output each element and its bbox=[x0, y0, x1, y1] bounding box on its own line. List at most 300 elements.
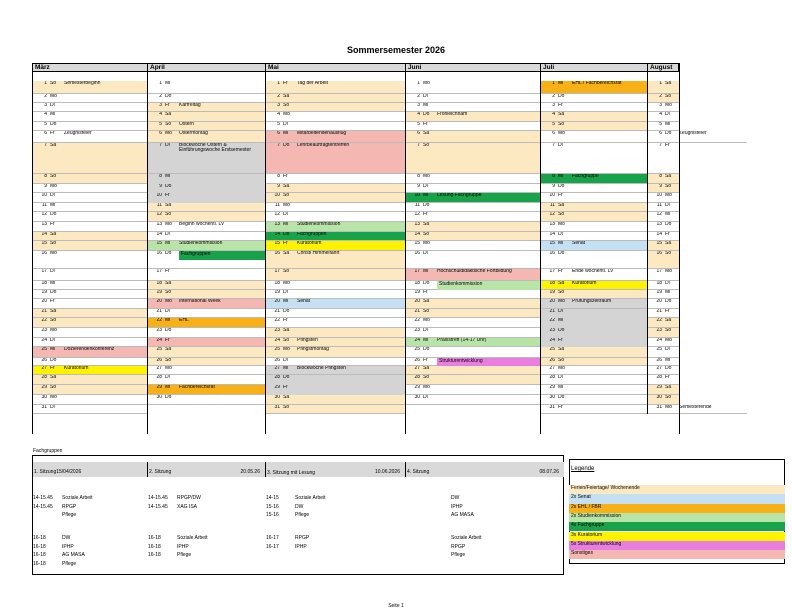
grid-line bbox=[647, 63, 648, 414]
day-cell[interactable] bbox=[540, 347, 647, 358]
day-cell[interactable] bbox=[147, 232, 265, 241]
weekday: Di bbox=[50, 338, 55, 343]
day-cell[interactable] bbox=[405, 395, 540, 405]
weekday: So bbox=[50, 81, 57, 86]
weekday: Mi bbox=[665, 358, 671, 363]
day-number: 1 bbox=[659, 81, 662, 86]
day-cell[interactable] bbox=[405, 184, 540, 193]
day-cell[interactable] bbox=[32, 94, 147, 103]
weekday: Sa bbox=[665, 174, 672, 179]
day-cell[interactable] bbox=[265, 212, 405, 222]
day-cell[interactable] bbox=[265, 222, 405, 232]
day-cell[interactable] bbox=[265, 281, 405, 290]
day-cell[interactable] bbox=[540, 375, 647, 385]
day-cell[interactable] bbox=[405, 375, 540, 385]
day-cell[interactable] bbox=[405, 269, 540, 281]
day-cell[interactable] bbox=[540, 405, 647, 414]
day-cell[interactable] bbox=[147, 203, 265, 212]
day-cell[interactable] bbox=[32, 232, 147, 241]
day-cell[interactable] bbox=[265, 232, 405, 241]
weekday: Fr bbox=[558, 269, 563, 274]
day-cell[interactable] bbox=[405, 94, 540, 103]
day-cell[interactable] bbox=[265, 94, 405, 103]
day-cell[interactable] bbox=[647, 395, 679, 405]
weekday: Do bbox=[423, 203, 430, 208]
day-cell[interactable] bbox=[265, 193, 405, 203]
weekday: Mi bbox=[165, 174, 171, 179]
day-cell[interactable] bbox=[147, 212, 265, 222]
day-number: 26 bbox=[656, 358, 662, 363]
day-cell[interactable] bbox=[32, 385, 147, 395]
weekday: Sa bbox=[558, 281, 565, 286]
weekday: Mi bbox=[558, 174, 564, 179]
day-cell[interactable] bbox=[647, 212, 679, 222]
day-number: 25 bbox=[274, 347, 280, 352]
day-cell[interactable] bbox=[265, 385, 405, 395]
day-cell[interactable] bbox=[32, 212, 147, 222]
day-cell[interactable] bbox=[147, 395, 265, 405]
day-cell[interactable] bbox=[540, 395, 647, 405]
weekday: Fr bbox=[283, 174, 288, 179]
legend-swatch bbox=[679, 532, 785, 541]
day-number: 1 bbox=[159, 81, 162, 86]
day-number: 20 bbox=[274, 299, 280, 304]
day-cell[interactable] bbox=[32, 143, 147, 174]
day-cell[interactable] bbox=[265, 103, 405, 112]
day-cell[interactable] bbox=[647, 232, 679, 241]
day-number: 20 bbox=[156, 299, 162, 304]
day-cell[interactable] bbox=[32, 281, 147, 290]
day-cell[interactable] bbox=[405, 212, 540, 222]
day-number: 27 bbox=[414, 366, 420, 371]
day-cell[interactable] bbox=[540, 103, 647, 112]
day-cell[interactable] bbox=[540, 122, 647, 131]
day-cell[interactable] bbox=[540, 193, 647, 203]
day-number: 13 bbox=[414, 222, 420, 227]
day-cell[interactable] bbox=[147, 81, 265, 94]
weekday: So bbox=[558, 358, 565, 363]
day-cell[interactable] bbox=[32, 405, 147, 414]
weekday: Mi bbox=[558, 385, 564, 390]
weekday: Sa bbox=[165, 281, 172, 286]
day-cell[interactable] bbox=[32, 131, 147, 143]
day-number: 9 bbox=[277, 184, 280, 189]
day-cell[interactable] bbox=[647, 358, 679, 366]
day-number: 3 bbox=[44, 103, 47, 108]
day-cell[interactable] bbox=[540, 318, 647, 328]
day-cell[interactable] bbox=[540, 112, 647, 122]
day-number: 31 bbox=[41, 405, 47, 410]
day-number: 16 bbox=[41, 251, 47, 256]
weekday: Di bbox=[50, 269, 55, 274]
event-label: Fronleichnam bbox=[437, 112, 468, 117]
day-cell[interactable] bbox=[147, 184, 265, 193]
day-cell[interactable] bbox=[540, 309, 647, 318]
day-cell[interactable] bbox=[265, 366, 405, 375]
day-number: 18 bbox=[274, 281, 280, 286]
day-cell[interactable] bbox=[647, 299, 679, 309]
day-number: 25 bbox=[656, 347, 662, 352]
day-cell[interactable] bbox=[147, 281, 265, 290]
day-cell[interactable] bbox=[147, 94, 265, 103]
weekday: Mi bbox=[283, 366, 289, 371]
day-cell[interactable] bbox=[265, 299, 405, 309]
event-label: International Week bbox=[179, 299, 221, 304]
weekday: Fr bbox=[50, 366, 55, 371]
day-number: 21 bbox=[274, 309, 280, 314]
weekday: Mo bbox=[665, 405, 672, 410]
day-cell[interactable] bbox=[647, 184, 679, 193]
day-cell[interactable] bbox=[265, 338, 405, 347]
day-number: 25 bbox=[414, 347, 420, 352]
day-cell[interactable] bbox=[540, 269, 647, 281]
weekday: Sa bbox=[50, 375, 57, 380]
day-cell[interactable] bbox=[405, 299, 540, 309]
day-number: 11 bbox=[41, 203, 47, 208]
day-cell[interactable] bbox=[647, 193, 679, 203]
day-cell[interactable] bbox=[405, 193, 540, 203]
day-cell[interactable] bbox=[647, 203, 679, 212]
day-cell[interactable] bbox=[540, 290, 647, 299]
session-time: 15-16 bbox=[266, 503, 279, 510]
day-cell[interactable] bbox=[405, 366, 540, 375]
day-cell[interactable] bbox=[265, 395, 405, 405]
day-cell[interactable] bbox=[405, 174, 540, 184]
day-number: 27 bbox=[41, 366, 47, 371]
day-cell[interactable] bbox=[540, 251, 647, 269]
day-cell[interactable] bbox=[540, 281, 647, 290]
day-cell[interactable] bbox=[32, 184, 147, 193]
day-number: 29 bbox=[549, 385, 555, 390]
day-cell[interactable] bbox=[147, 328, 265, 338]
day-number: 7 bbox=[44, 143, 47, 148]
day-cell[interactable] bbox=[647, 405, 747, 414]
day-cell[interactable] bbox=[32, 347, 147, 358]
day-cell[interactable] bbox=[647, 328, 679, 338]
weekday: Mo bbox=[665, 193, 672, 198]
weekday: Mo bbox=[165, 222, 172, 227]
session-time: 14-15.45 bbox=[33, 495, 53, 501]
event-label: EHL bbox=[179, 318, 189, 323]
day-number: 22 bbox=[549, 318, 555, 323]
day-cell[interactable] bbox=[147, 299, 265, 309]
day-cell[interactable] bbox=[265, 203, 405, 212]
weekday: Do bbox=[665, 222, 672, 227]
day-number: 5 bbox=[417, 122, 420, 127]
day-cell[interactable] bbox=[32, 193, 147, 203]
day-cell[interactable] bbox=[147, 290, 265, 299]
day-cell[interactable] bbox=[32, 103, 147, 112]
weekday: Fr bbox=[423, 122, 428, 127]
day-number: 28 bbox=[274, 375, 280, 380]
day-cell[interactable] bbox=[540, 366, 647, 375]
day-cell[interactable] bbox=[647, 290, 679, 299]
day-cell[interactable] bbox=[32, 328, 147, 338]
weekday: Mi bbox=[423, 193, 429, 198]
day-cell[interactable] bbox=[405, 122, 540, 131]
fachgruppen-title: Fachgruppen bbox=[33, 448, 63, 454]
weekday: Sa bbox=[283, 328, 290, 333]
day-cell[interactable] bbox=[32, 299, 147, 309]
day-cell[interactable] bbox=[540, 203, 647, 212]
legend-swatch bbox=[679, 513, 785, 522]
day-cell[interactable] bbox=[265, 251, 405, 269]
day-cell[interactable] bbox=[647, 103, 679, 112]
legend-item: 3x Kuratorium bbox=[569, 532, 679, 541]
day-number: 31 bbox=[656, 405, 662, 410]
day-cell[interactable] bbox=[405, 81, 540, 94]
day-cell[interactable] bbox=[540, 212, 647, 222]
day-cell[interactable] bbox=[540, 338, 647, 347]
day-cell[interactable] bbox=[147, 385, 265, 395]
weekday: So bbox=[665, 328, 672, 333]
day-cell[interactable] bbox=[647, 251, 679, 269]
day-cell[interactable] bbox=[147, 222, 265, 232]
day-cell[interactable] bbox=[647, 366, 679, 375]
day-cell[interactable] bbox=[147, 318, 265, 328]
day-number: 29 bbox=[656, 385, 662, 390]
day-cell[interactable] bbox=[265, 318, 405, 328]
day-cell[interactable] bbox=[540, 299, 647, 309]
day-cell[interactable] bbox=[265, 112, 405, 122]
day-cell[interactable] bbox=[32, 81, 147, 94]
day-cell[interactable] bbox=[147, 131, 265, 143]
weekday: Do bbox=[50, 122, 57, 127]
day-number: 29 bbox=[274, 385, 280, 390]
day-cell[interactable] bbox=[405, 232, 540, 241]
day-cell[interactable] bbox=[147, 269, 265, 281]
day-cell[interactable] bbox=[32, 309, 147, 318]
day-cell[interactable] bbox=[32, 366, 147, 375]
session-title: 4. Sitzung bbox=[407, 469, 430, 475]
day-cell[interactable] bbox=[405, 203, 540, 212]
day-cell[interactable] bbox=[647, 281, 679, 290]
session-time: 16-18 bbox=[148, 552, 161, 559]
day-cell[interactable] bbox=[405, 143, 540, 174]
day-cell[interactable] bbox=[647, 385, 679, 395]
day-number: 24 bbox=[414, 338, 420, 343]
day-cell[interactable] bbox=[147, 375, 265, 385]
event-label: Studienkommission bbox=[179, 241, 223, 246]
day-cell[interactable] bbox=[540, 385, 647, 395]
weekday: Do bbox=[50, 358, 57, 363]
day-cell[interactable] bbox=[405, 112, 540, 122]
day-cell[interactable] bbox=[265, 269, 405, 281]
day-cell[interactable] bbox=[647, 94, 679, 103]
day-cell[interactable] bbox=[32, 375, 147, 385]
day-cell[interactable] bbox=[265, 405, 405, 414]
day-cell[interactable] bbox=[540, 232, 647, 241]
day-cell[interactable] bbox=[32, 112, 147, 122]
day-cell[interactable] bbox=[405, 222, 540, 232]
day-cell[interactable] bbox=[147, 338, 265, 347]
day-cell[interactable] bbox=[147, 358, 265, 366]
weekday: So bbox=[165, 358, 172, 363]
day-number: 11 bbox=[549, 203, 555, 208]
day-cell[interactable] bbox=[32, 338, 147, 347]
day-number: 23 bbox=[414, 328, 420, 333]
day-cell[interactable] bbox=[265, 143, 405, 174]
day-cell[interactable] bbox=[647, 143, 679, 174]
day-number: 1 bbox=[277, 81, 280, 86]
day-cell[interactable] bbox=[647, 174, 679, 184]
day-cell[interactable] bbox=[405, 385, 540, 395]
day-cell[interactable] bbox=[647, 375, 679, 385]
weekday: Mi bbox=[50, 112, 56, 117]
day-cell[interactable] bbox=[265, 241, 405, 251]
day-cell[interactable] bbox=[405, 328, 540, 338]
day-cell[interactable] bbox=[147, 347, 265, 358]
weekday: Mi bbox=[558, 81, 564, 86]
event-label: Lesung Fachgruppe bbox=[437, 193, 482, 198]
day-cell[interactable] bbox=[147, 122, 265, 131]
weekday: So bbox=[283, 405, 290, 410]
day-cell[interactable] bbox=[540, 94, 647, 103]
legend-swatch bbox=[679, 494, 785, 503]
session-time: 15-16 bbox=[266, 512, 279, 519]
day-cell[interactable] bbox=[147, 241, 265, 251]
day-cell[interactable] bbox=[265, 81, 405, 94]
day-cell[interactable] bbox=[540, 143, 647, 174]
day-cell[interactable] bbox=[32, 222, 147, 232]
day-cell[interactable] bbox=[32, 318, 147, 328]
day-cell[interactable] bbox=[32, 251, 147, 269]
day-cell[interactable] bbox=[405, 131, 540, 143]
day-cell[interactable] bbox=[32, 290, 147, 299]
day-cell[interactable] bbox=[265, 184, 405, 193]
day-cell[interactable] bbox=[147, 112, 265, 122]
event-label: Ostermontag bbox=[179, 131, 208, 136]
day-number: 2 bbox=[552, 94, 555, 99]
day-cell[interactable] bbox=[405, 251, 540, 269]
day-number: 12 bbox=[274, 212, 280, 217]
weekday: Di bbox=[283, 290, 288, 295]
day-number: 13 bbox=[274, 222, 280, 227]
weekday: Sa bbox=[283, 251, 290, 256]
weekday: Do bbox=[165, 94, 172, 99]
day-number: 31 bbox=[274, 405, 280, 410]
day-cell[interactable] bbox=[647, 347, 679, 358]
weekday: Fr bbox=[423, 212, 428, 217]
session-header bbox=[405, 462, 564, 477]
day-number: 21 bbox=[656, 309, 662, 314]
day-cell[interactable] bbox=[265, 328, 405, 338]
day-cell[interactable] bbox=[147, 143, 265, 174]
day-cell[interactable] bbox=[265, 309, 405, 318]
day-cell[interactable] bbox=[405, 309, 540, 318]
day-cell[interactable] bbox=[405, 318, 540, 328]
day-cell[interactable] bbox=[647, 112, 679, 122]
day-cell[interactable] bbox=[540, 222, 647, 232]
grid-line bbox=[147, 63, 148, 434]
day-cell[interactable] bbox=[405, 347, 540, 358]
day-cell[interactable] bbox=[647, 241, 679, 251]
day-cell[interactable] bbox=[265, 358, 405, 366]
day-cell[interactable] bbox=[32, 395, 147, 405]
day-number: 26 bbox=[414, 358, 420, 363]
day-cell[interactable] bbox=[540, 81, 647, 94]
day-number: 21 bbox=[156, 309, 162, 314]
weekday: Sa bbox=[423, 299, 430, 304]
day-cell[interactable] bbox=[265, 131, 405, 143]
day-cell[interactable] bbox=[32, 269, 147, 281]
day-cell[interactable] bbox=[405, 103, 540, 112]
month-2: Mai bbox=[265, 63, 405, 72]
legend-swatch bbox=[679, 485, 785, 494]
day-number: 21 bbox=[414, 309, 420, 314]
day-cell[interactable] bbox=[405, 241, 540, 251]
day-cell[interactable] bbox=[647, 131, 747, 143]
day-number: 4 bbox=[44, 112, 47, 117]
day-cell[interactable] bbox=[147, 103, 265, 112]
day-cell[interactable] bbox=[647, 81, 679, 94]
weekday: Di bbox=[423, 395, 428, 400]
day-cell[interactable] bbox=[32, 203, 147, 212]
day-cell[interactable] bbox=[147, 366, 265, 375]
day-cell[interactable] bbox=[540, 241, 647, 251]
day-number: 18 bbox=[156, 281, 162, 286]
day-cell[interactable] bbox=[32, 358, 147, 366]
day-number: 30 bbox=[41, 395, 47, 400]
day-number: 25 bbox=[549, 347, 555, 352]
day-cell[interactable] bbox=[265, 290, 405, 299]
session-date: 10.06.2026 bbox=[374, 469, 400, 475]
day-number: 10 bbox=[41, 193, 47, 198]
weekday: Mo bbox=[50, 328, 57, 333]
day-cell[interactable] bbox=[265, 375, 405, 385]
day-cell[interactable] bbox=[147, 193, 265, 203]
day-cell[interactable] bbox=[647, 318, 679, 328]
day-number: 15 bbox=[156, 241, 162, 246]
session-group: AG MASA bbox=[62, 552, 85, 559]
day-cell[interactable] bbox=[32, 174, 147, 184]
day-cell[interactable] bbox=[540, 184, 647, 193]
day-cell[interactable] bbox=[32, 241, 147, 251]
weekday: So bbox=[165, 290, 172, 295]
session-group: IPHP bbox=[177, 543, 189, 550]
day-cell[interactable] bbox=[32, 122, 147, 131]
day-cell[interactable] bbox=[647, 122, 679, 131]
day-number: 4 bbox=[659, 112, 662, 117]
day-cell[interactable] bbox=[540, 328, 647, 338]
day-cell[interactable] bbox=[540, 358, 647, 366]
day-cell[interactable] bbox=[147, 309, 265, 318]
weekday: Fr bbox=[665, 375, 670, 380]
weekday: Di bbox=[283, 212, 288, 217]
day-cell[interactable] bbox=[647, 338, 679, 347]
day-number: 2 bbox=[277, 94, 280, 99]
day-cell[interactable] bbox=[265, 122, 405, 131]
day-number: 16 bbox=[656, 251, 662, 256]
day-cell[interactable] bbox=[405, 290, 540, 299]
day-number: 22 bbox=[414, 318, 420, 323]
day-cell[interactable] bbox=[405, 338, 540, 347]
day-cell[interactable] bbox=[265, 347, 405, 358]
day-number: 9 bbox=[659, 184, 662, 189]
day-cell[interactable] bbox=[647, 269, 679, 281]
day-cell[interactable] bbox=[647, 309, 679, 318]
day-cell[interactable] bbox=[147, 174, 265, 184]
weekday: Do bbox=[558, 184, 565, 189]
day-cell[interactable] bbox=[265, 174, 405, 184]
day-cell[interactable] bbox=[647, 222, 679, 232]
day-cell[interactable] bbox=[540, 131, 647, 143]
weekday: Di bbox=[283, 122, 288, 127]
grid-line bbox=[679, 63, 680, 434]
day-number: 4 bbox=[159, 112, 162, 117]
day-number: 30 bbox=[414, 395, 420, 400]
day-cell[interactable] bbox=[540, 174, 647, 184]
